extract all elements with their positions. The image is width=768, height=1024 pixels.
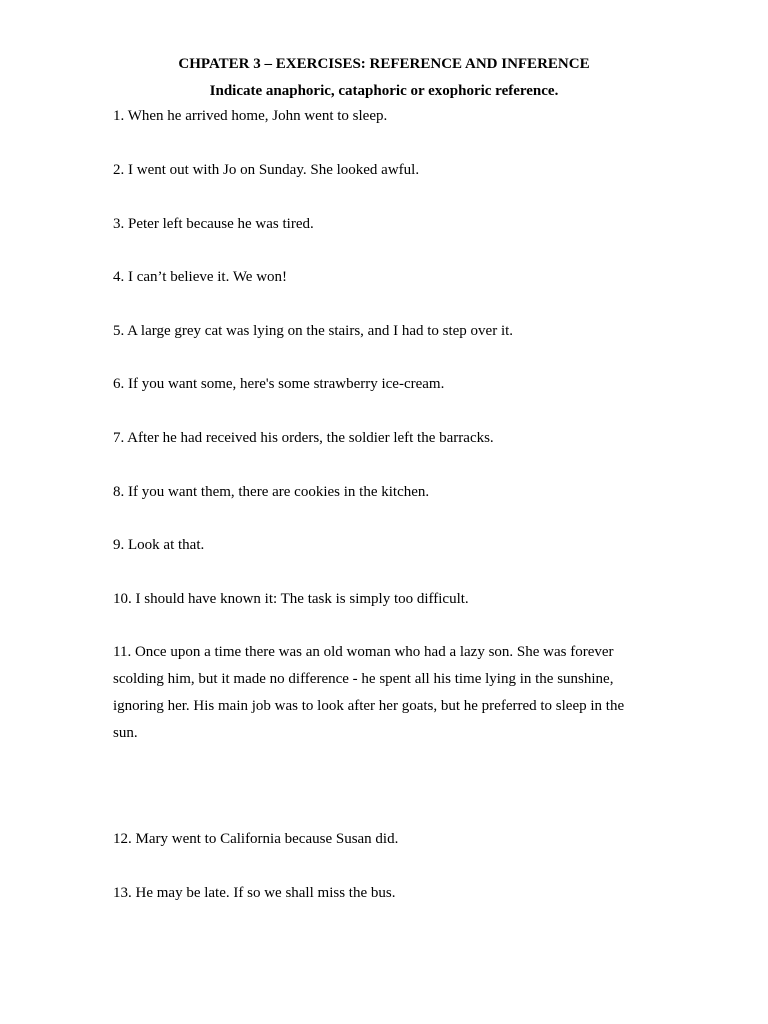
exercise-item-7: 7. After he had received his orders, the soldier left the barracks. bbox=[113, 430, 494, 446]
exercise-item-9: 9. Look at that. bbox=[113, 537, 205, 553]
page-title: CHPATER 3 – EXERCISES: REFERENCE AND INFERENCE bbox=[178, 56, 590, 72]
exercise-item-1: 1. When he arrived home, John went to sleep. bbox=[113, 108, 388, 124]
exercise-item-3: 3. Peter left because he was tired. bbox=[113, 216, 314, 232]
exercise-item-8: 8. If you want them, there are cookies in the kitchen. bbox=[113, 484, 430, 500]
exercise-item-2: 2. I went out with Jo on Sunday. She looked awful. bbox=[113, 162, 420, 178]
exercise-item-13: 13. He may be late. If so we shall miss the bus. bbox=[113, 885, 396, 901]
exercise-instruction: Indicate anaphoric, cataphoric or exophoric reference. bbox=[209, 83, 559, 99]
exercise-item-5: 5. A large grey cat was lying on the stairs, and I had to step over it. bbox=[113, 323, 514, 339]
exercise-item-10: 10. I should have known it: The task is simply too difficult. bbox=[113, 591, 469, 607]
exercise-item-4: 4. I can’t believe it. We won! bbox=[113, 269, 288, 285]
exercise-item-12: 12. Mary went to California because Susan did. bbox=[113, 831, 399, 847]
exercise-item-6: 6. If you want some, here's some strawberry ice-cream. bbox=[113, 376, 445, 392]
exercise-item-11: 11. Once upon a time there was an old woman who had a lazy son. She was forever scolding him, but it made no difference - he spent all his time lying in the sunshine, ignoring her. His main job was to look after her goats, but he preferred to sleep in the sun. bbox=[113, 644, 625, 741]
